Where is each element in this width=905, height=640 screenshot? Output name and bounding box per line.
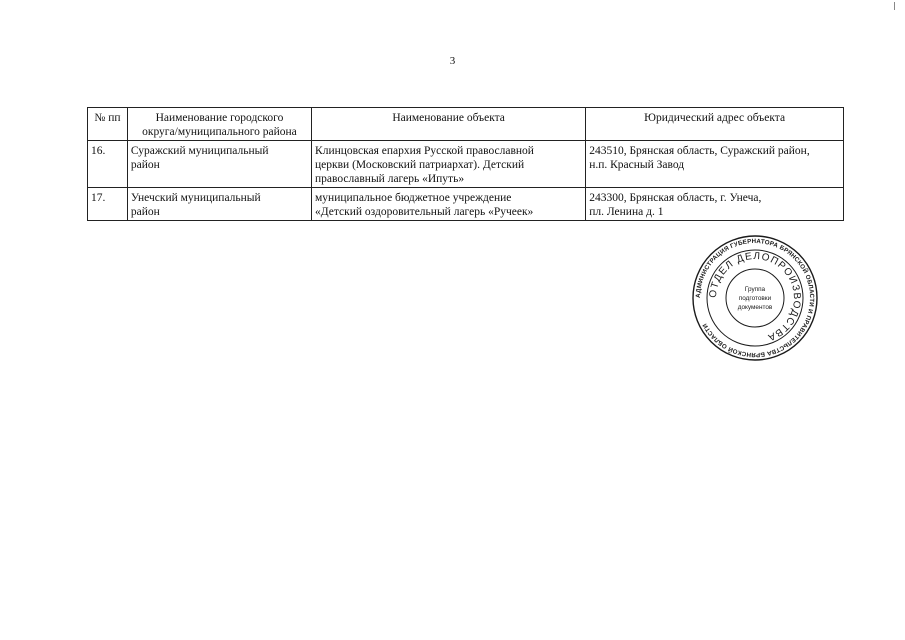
header-number: № пп <box>88 108 128 141</box>
stamp-outer-ring-text: АДМИНИСТРАЦИЯ ГУБЕРНАТОРА БРЯНСКОЙ ОБЛАСТИ И ПРАВИТЕЛЬСТВА БРЯНСКОЙ ОБЛАСТИ <box>694 237 816 359</box>
cell-district: Суражский муниципальный район <box>127 141 311 188</box>
stamp-inner-ring-text: ОТДЕЛ ДЕЛОПРОИЗВОДСТВА <box>707 250 803 343</box>
cell-legal-address: 243300, Брянская область, г. Унеча, пл. Ленина д. 1 <box>586 188 844 221</box>
stamp-seal-icon <box>690 233 820 363</box>
cell-number: 16. <box>88 141 128 188</box>
stamp-center-line-1: Группа <box>744 286 766 293</box>
table-row <box>88 188 844 221</box>
stamp-center-line-2: подготовки <box>738 295 772 302</box>
cell-legal-address: 243510, Брянская область, Суражский район, н.п. Красный Завод <box>586 141 844 188</box>
cell-district: Унечский муниципальный район <box>127 188 311 221</box>
header-object-name: Наименование объекта <box>312 108 586 141</box>
header-legal-address: Юридический адрес объекта <box>586 108 844 141</box>
cell-object-name: муниципальное бюджетное учреждение «Детский оздоровительный лагерь «Ручеек» <box>312 188 586 221</box>
page-number: 3 <box>449 55 456 67</box>
official-stamp <box>690 233 820 363</box>
cell-number: 17. <box>88 188 128 221</box>
objects-table <box>87 107 844 221</box>
table-header-row <box>88 108 844 141</box>
stamp-center-line-3: документов <box>737 304 773 311</box>
header-district: Наименование городского округа/муниципального района <box>127 108 311 141</box>
table-row <box>88 141 844 188</box>
cell-object-name: Клинцовская епархия Русской православной церкви (Московский патриархат). Детский православный лагерь «Ипуть» <box>312 141 586 188</box>
scan-edge-mark <box>894 2 895 10</box>
